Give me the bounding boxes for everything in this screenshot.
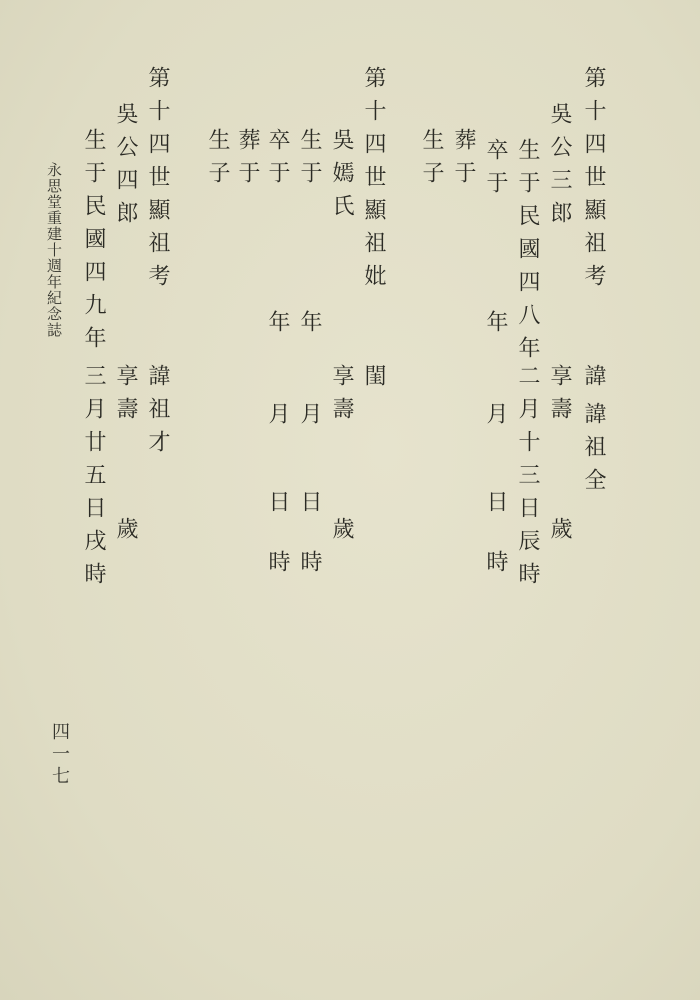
page-number: 四一七 [49, 722, 70, 788]
entry3-age-unit: 歲 [113, 517, 138, 550]
entry1-title: 第十四世顯祖考 [581, 66, 606, 297]
entry2-title: 第十四世顯祖妣 [361, 66, 386, 297]
entry2-death-year: 年 [265, 310, 290, 343]
entry1-burial: 葬于 [451, 128, 476, 194]
entry1-name: 吳公三郎 [547, 102, 572, 234]
entry2-birth: 生于 [297, 128, 322, 194]
entry2-longevity: 享壽 [329, 364, 354, 430]
entry3-name-suffix: 諱祖才 [145, 364, 170, 463]
entry2-burial: 葬于 [235, 128, 260, 194]
entry2-birth-month: 月 [297, 402, 322, 435]
entry2-name: 吳嫣氏 [329, 128, 354, 227]
entry1-name-suffix: 諱祖全 [581, 402, 606, 501]
entry1-death-time: 時 [483, 550, 508, 583]
entry1-death-month: 月 [483, 402, 508, 435]
entry1-death: 卒于 [483, 138, 508, 204]
entry2-death-month: 月 [265, 402, 290, 435]
entry1-age-unit: 歲 [547, 517, 572, 550]
entry1-longevity: 享壽 [547, 364, 572, 430]
entry3-title: 第十四世顯祖考 [145, 66, 170, 297]
entry2-children: 生子 [205, 128, 230, 194]
entry2-death-time: 時 [265, 550, 290, 583]
entry1-children: 生子 [419, 128, 444, 194]
entry2-birth-day: 日 [297, 490, 322, 523]
entry3-longevity: 享壽 [113, 364, 138, 430]
entry3-name: 吳公四郎 [113, 102, 138, 234]
entry2-age-unit: 歲 [329, 517, 354, 550]
entry2-death: 卒于 [265, 128, 290, 194]
entry3-birth: 生于民國四九年 [81, 128, 106, 359]
entry1-death-year: 年 [483, 310, 508, 343]
entry1-birth-date: 二月十三日辰時 [515, 364, 540, 595]
entry2-birth-year: 年 [297, 310, 322, 343]
entry1-birth: 生于民國四八年 [515, 138, 540, 369]
running-header: 永思堂重建十週年紀念誌 [45, 162, 63, 338]
entry3-birth-date: 三月廿五日戌時 [81, 364, 106, 595]
entry2-birth-time: 時 [297, 550, 322, 583]
entry1-title-suffix: 諱 [581, 364, 606, 397]
entry2-death-day: 日 [265, 490, 290, 523]
entry1-death-day: 日 [483, 490, 508, 523]
entry2-title-suffix: 閨 [361, 364, 386, 397]
